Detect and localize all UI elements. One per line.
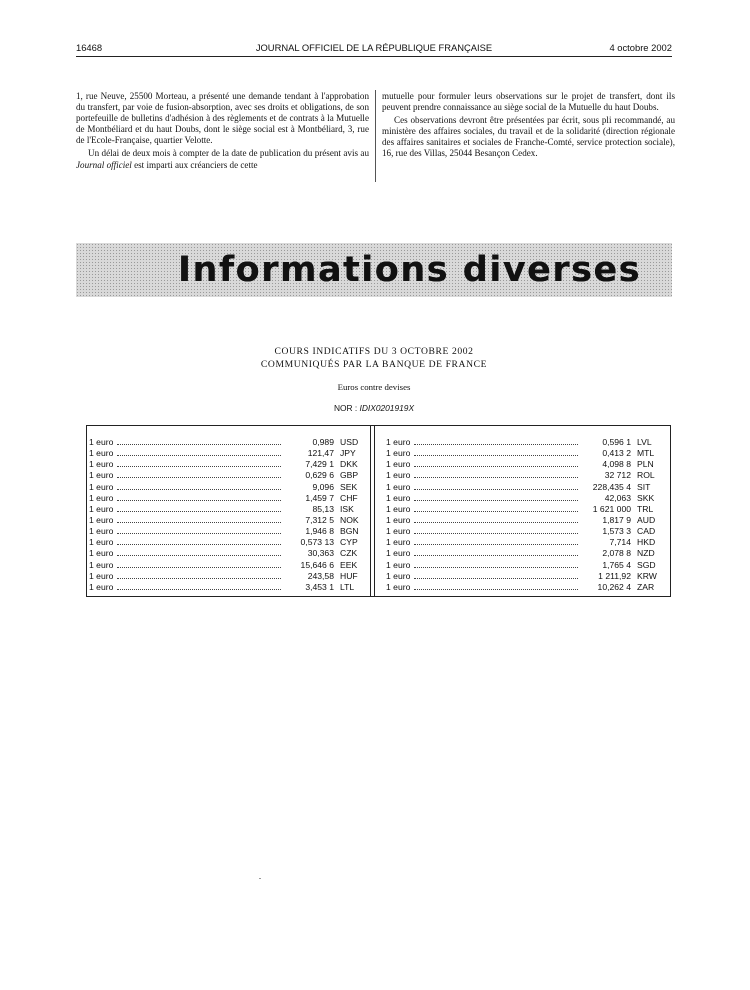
rate-row [386,548,658,559]
table-divider [370,425,371,597]
leader-dots [117,522,281,523]
rate-value: 0,596 1 [602,437,631,447]
rate-value: 1,817 9 [602,514,631,525]
nor-code: IDIX0201919X [359,403,415,413]
currency-code: HUF [340,570,358,581]
rate-value: 10,262 4 [597,581,631,592]
rate-row [89,548,361,559]
rate-row [386,515,658,526]
rate-value: 7,714 [609,537,631,548]
leader-dots [117,511,281,512]
leader-dots [117,555,281,556]
rate-row [89,526,361,537]
rate-row [89,437,361,448]
currency-code: LTL [340,581,355,592]
rate-base-label: 1 euro [89,492,114,503]
rate-base-label: 1 euro [386,570,411,581]
rate-value: 9,096 [312,481,334,492]
rate-base-label: 1 euro [386,548,411,559]
rate-base-label: 1 euro [386,481,411,492]
section-banner [76,243,672,297]
rate-base-label: 1 euro [89,570,114,581]
rate-row [89,470,361,481]
rate-base-label: 1 euro [89,503,114,514]
currency-code: CAD [637,526,656,537]
rate-value: 0,413 2 [602,448,631,459]
rate-row [386,482,658,493]
leader-dots [414,489,578,490]
rate-row [89,482,361,493]
rate-row [89,504,361,515]
rate-base-label: 1 euro [89,537,114,548]
rates-list-left [89,437,361,593]
currency-code: SKK [637,492,655,503]
rate-value: 1 621 000 [592,503,631,514]
rate-value: 3,453 1 [305,581,334,592]
paragraph-text: Un délai de deux mois à compter de la date de publication du présent avis au [88,148,369,159]
rate-value: 1,765 4 [602,559,631,570]
text-column-left [76,91,369,171]
rate-row [386,560,658,571]
currency-code: TRL [637,503,654,514]
leader-dots [117,444,281,445]
currency-code: NZD [637,548,655,559]
rate-value: 1,946 8 [305,526,334,537]
scan-speck [259,878,261,879]
paragraph-italic: Journal officiel [76,159,132,170]
leader-dots [414,544,578,545]
rate-row [89,515,361,526]
rate-base-label: 1 euro [386,470,411,481]
currency-code: GBP [340,470,359,481]
rate-base-label: 1 euro [89,470,114,481]
currency-code: AUD [637,514,656,525]
leader-dots [414,455,578,456]
rate-row [386,571,658,582]
currency-code: SGD [637,559,656,570]
currency-code: HKD [637,537,656,548]
currency-code: DKK [340,459,358,470]
rate-base-label: 1 euro [89,581,114,592]
currency-code: ROL [637,470,655,481]
leader-dots [117,533,281,534]
currency-code: NOK [340,514,359,525]
column-divider [375,90,376,182]
rate-value: 42,063 [604,492,631,503]
leader-dots [414,511,578,512]
rate-base-label: 1 euro [89,459,114,470]
table-divider [374,425,375,597]
rate-value: 121,47 [307,448,334,459]
rate-row [386,504,658,515]
rate-row [89,448,361,459]
rate-base-label: 1 euro [89,514,114,525]
leader-dots [414,555,578,556]
leader-dots [117,477,281,478]
rate-value: 1,573 3 [602,526,631,537]
leader-dots [117,466,281,467]
rate-value: 4,098 8 [602,459,631,470]
rate-row [89,537,361,548]
paragraph [76,148,369,170]
rate-row [386,459,658,470]
rate-base-label: 1 euro [89,559,114,570]
rate-row [386,470,658,481]
rate-base-label: 1 euro [89,448,114,459]
leader-dots [414,567,578,568]
rate-base-label: 1 euro [386,581,411,592]
leader-dots [414,522,578,523]
rate-value: 0,629 6 [305,470,334,481]
rate-base-label: 1 euro [386,492,411,503]
rate-value: 1 211,92 [598,570,631,581]
paragraph-text: est imparti aux créanciers de cette [131,159,258,170]
leader-dots [117,589,281,590]
leader-dots [117,489,281,490]
rate-value: 1,459 7 [305,492,334,503]
rate-base-label: 1 euro [386,526,411,537]
leader-dots [414,589,578,590]
currency-code: MTL [637,448,655,459]
currency-code: PLN [637,459,654,470]
rate-base-label: 1 euro [89,481,114,492]
page-header [76,42,672,56]
rates-title-line2: COMMUNIQUÉS PAR LA BANQUE DE FRANCE [260,359,488,370]
leader-dots [414,500,578,501]
rate-row [89,493,361,504]
currency-code: CYP [340,537,358,548]
rate-base-label: 1 euro [89,437,114,447]
leader-dots [117,567,281,568]
rate-value: 7,312 5 [305,514,334,525]
rate-base-label: 1 euro [386,437,411,447]
rate-row [386,493,658,504]
currency-code: SIT [637,481,651,492]
rate-value: 228,435 4 [592,481,631,492]
paragraph: Ces observations devront être présentées par écrit, sous pli recommandé, au ministère des affaires sociales, du travail et de la solidarité (direction régionale des affaires sanitaires et sociales de Franche-Comté, service protection sociale), 16, rue des Villas, 25044 Besançon Cedex. [382,115,675,159]
currency-code: USD [340,437,359,447]
rates-title-line1: COURS INDICATIFS DU 3 OCTOBRE 2002 [274,346,474,357]
currency-code: LVL [637,437,652,447]
rate-row [89,571,361,582]
currency-code: CZK [340,548,358,559]
issue-date: 4 octobre 2002 [609,42,672,53]
leader-dots [117,578,281,579]
rate-value: 15,646 6 [300,559,334,570]
rate-base-label: 1 euro [386,459,411,470]
currency-code: ZAR [637,581,655,592]
leader-dots [414,444,578,445]
nor-reference [76,403,672,413]
leader-dots [414,466,578,467]
currency-code: EEK [340,559,358,570]
leader-dots [117,500,281,501]
rate-base-label: 1 euro [386,503,411,514]
rate-base-label: 1 euro [386,537,411,548]
rate-row [386,537,658,548]
rate-row [386,437,658,448]
page-number: 16468 [76,42,103,53]
journal-title: JOURNAL OFFICIEL DE LA RÉPUBLIQUE FRANÇAISE [255,42,493,53]
currency-code: CHF [340,492,358,503]
rate-value: 85,13 [312,503,334,514]
currency-code: JPY [340,448,356,459]
nor-label: NOR : [333,403,360,413]
rate-value: 7,429 1 [305,459,334,470]
rate-base-label: 1 euro [386,448,411,459]
rate-row [89,560,361,571]
banner-title: Informations diverses [178,250,642,290]
rate-value: 0,989 [312,437,334,447]
paragraph: mutuelle pour formuler leurs observations sur le projet de transfert, dont ils peuvent prendre connaissance au siège social de la Mutuelle du haut Doubs. [382,91,675,113]
rate-row [386,582,658,593]
leader-dots [414,578,578,579]
rate-row [386,526,658,537]
rate-row [89,582,361,593]
rate-row [386,448,658,459]
rate-base-label: 1 euro [386,559,411,570]
leader-dots [414,533,578,534]
leader-dots [117,544,281,545]
rate-value: 0,573 13 [300,537,334,548]
currency-code: SEK [340,481,358,492]
header-rule [76,56,672,57]
rate-value: 2,078 8 [602,548,631,559]
rates-list-right [386,437,658,593]
rate-value: 32 712 [604,470,631,481]
rate-value: 243,58 [307,570,334,581]
rate-base-label: 1 euro [386,514,411,525]
leader-dots [117,455,281,456]
rates-subtitle: Euros contre devises [337,382,411,392]
currency-code: KRW [637,570,657,581]
paragraph: 1, rue Neuve, 25500 Morteau, a présenté une demande tendant à l'approbation du transfert, par voie de fusion-absorption, avec ses droits et obligations, de son portefeuille de bulletins d'adhésion à des règlements et de contrats à la Mutuelle de Montbéliard et du haut Doubs, dont le siège social est à Montbéliard, 3, rue de l'Ecole-Française, quartier Velotte. [76,91,369,146]
currency-code: BGN [340,526,359,537]
rate-base-label: 1 euro [89,526,114,537]
currency-code: ISK [340,503,354,514]
text-column-right [382,91,675,160]
rate-row [89,459,361,470]
leader-dots [414,477,578,478]
rate-value: 30,363 [307,548,334,559]
rate-base-label: 1 euro [89,548,114,559]
